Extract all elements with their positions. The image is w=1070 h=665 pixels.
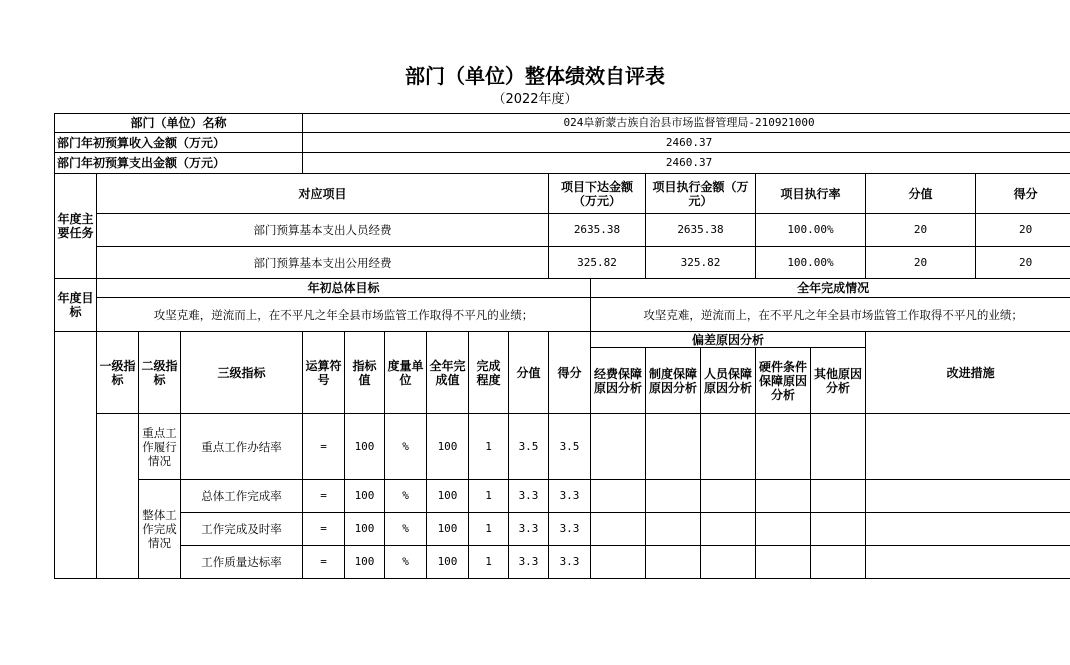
ind-header-level3: 三级指标 <box>181 332 303 414</box>
ind-header-score: 分值 <box>509 332 549 414</box>
task-rate: 100.00% <box>756 214 866 247</box>
ind-dev-system <box>646 480 701 513</box>
goals-completion-header: 全年完成情况 <box>591 279 1070 298</box>
task-score: 20 <box>866 214 976 247</box>
task-executed: 325.82 <box>646 247 756 279</box>
ind-header-unit: 度量单位 <box>385 332 427 414</box>
tasks-header-executed: 项目执行金额（万元） <box>646 174 756 214</box>
ind-degree: 1 <box>469 414 509 480</box>
income-row <box>55 133 1070 153</box>
task-got: 20 <box>976 247 1070 279</box>
ind-operator: = <box>303 513 345 546</box>
ind-dev-staff <box>701 480 756 513</box>
ind-dev-other <box>811 414 866 480</box>
ind-target: 100 <box>345 513 385 546</box>
ind-actual: 100 <box>427 414 469 480</box>
ind-dev-system <box>646 513 701 546</box>
ind-header-improve: 改进措施 <box>866 332 1070 414</box>
task-allocated: 325.82 <box>549 247 646 279</box>
indicator-row <box>55 513 1070 546</box>
ind-header-degree: 完成程度 <box>469 332 509 414</box>
goals-completion-text: 攻坚克难，逆流而上，在不平凡之年全县市场监管工作取得不平凡的业绩； <box>591 298 1070 332</box>
income-value: 2460.37 <box>303 133 1070 153</box>
indicator-row <box>55 480 1070 513</box>
ind-unit: % <box>385 414 427 480</box>
ind-dev-system <box>646 414 701 480</box>
ind-level3: 重点工作办结率 <box>181 414 303 480</box>
goals-initial-header: 年初总体目标 <box>97 279 591 298</box>
ind-actual: 100 <box>427 546 469 579</box>
ind-level3: 总体工作完成率 <box>181 480 303 513</box>
task-row <box>55 214 1070 247</box>
ind-dev-hardware <box>756 414 811 480</box>
ind-header-target: 指标值 <box>345 332 385 414</box>
ind-operator: = <box>303 414 345 480</box>
ind-level2: 整体工作完成情况 <box>139 480 181 579</box>
indicator-row <box>55 546 1070 579</box>
ind-dev-budget <box>591 513 646 546</box>
ind-dev-other <box>811 546 866 579</box>
tasks-header-got: 得分 <box>976 174 1070 214</box>
ind-improve <box>866 546 1070 579</box>
ind-operator: = <box>303 546 345 579</box>
ind-dev-hardware <box>756 546 811 579</box>
tasks-header-score: 分值 <box>866 174 976 214</box>
dept-name-label: 部门（单位）名称 <box>55 114 303 133</box>
ind-dev-hardware <box>756 513 811 546</box>
ind-header-operator: 运算符号 <box>303 332 345 414</box>
ind-dev-other <box>811 480 866 513</box>
ind-improve <box>866 414 1070 480</box>
ind-actual: 100 <box>427 480 469 513</box>
goals-initial-text: 攻坚克难，逆流而上，在不平凡之年全县市场监管工作取得不平凡的业绩； <box>97 298 591 332</box>
page-title: 部门（单位）整体绩效自评表 <box>405 64 665 88</box>
ind-header-actual: 全年完成值 <box>427 332 469 414</box>
task-executed: 2635.38 <box>646 214 756 247</box>
ind-dev-staff <box>701 414 756 480</box>
goals-header-row <box>55 279 1070 298</box>
ind-dev-other <box>811 513 866 546</box>
goals-text-row <box>55 298 1070 332</box>
ind-header-level2: 二级指标 <box>139 332 181 414</box>
task-name: 部门预算基本支出公用经费 <box>97 247 549 279</box>
indicators-blank-cell <box>55 332 97 579</box>
page-subtitle-year: （2022年度） <box>492 92 578 107</box>
ind-dev-budget <box>591 414 646 480</box>
ind-header-level1: 一级指标 <box>97 332 139 414</box>
ind-dev-staff <box>701 513 756 546</box>
dept-name-value: 024阜新蒙古族自治县市场监督管理局-210921000 <box>303 114 1070 133</box>
ind-dev-hardware <box>756 480 811 513</box>
ind-unit: % <box>385 513 427 546</box>
ind-level3: 工作质量达标率 <box>181 546 303 579</box>
task-rate: 100.00% <box>756 247 866 279</box>
dept-name-row <box>55 114 1070 133</box>
tasks-header-rate: 项目执行率 <box>756 174 866 214</box>
task-row <box>55 247 1070 279</box>
ind-unit: % <box>385 480 427 513</box>
ind-header-dev-budget: 经费保障原因分析 <box>591 348 646 414</box>
ind-score: 3.3 <box>509 513 549 546</box>
ind-header-dev-staff: 人员保障原因分析 <box>701 348 756 414</box>
ind-score: 3.3 <box>509 546 549 579</box>
tasks-header-item: 对应项目 <box>97 174 549 214</box>
tasks-section-label: 年度主要任务 <box>55 174 97 279</box>
task-got: 20 <box>976 214 1070 247</box>
ind-actual: 100 <box>427 513 469 546</box>
ind-improve <box>866 480 1070 513</box>
task-name: 部门预算基本支出人员经费 <box>97 214 549 247</box>
ind-header-dev-other: 其他原因分析 <box>811 348 866 414</box>
tasks-header-row <box>55 174 1070 214</box>
ind-dev-budget <box>591 480 646 513</box>
task-allocated: 2635.38 <box>549 214 646 247</box>
ind-score: 3.3 <box>509 480 549 513</box>
ind-target: 100 <box>345 546 385 579</box>
ind-level2: 重点工作履行情况 <box>139 414 181 480</box>
expense-row <box>55 153 1070 174</box>
ind-improve <box>866 513 1070 546</box>
ind-dev-system <box>646 546 701 579</box>
ind-operator: = <box>303 480 345 513</box>
expense-label: 部门年初预算支出金额（万元） <box>55 153 303 174</box>
ind-header-dev-system: 制度保障原因分析 <box>646 348 701 414</box>
ind-target: 100 <box>345 414 385 480</box>
ind-dev-budget <box>591 546 646 579</box>
ind-score: 3.5 <box>509 414 549 480</box>
ind-got: 3.3 <box>549 513 591 546</box>
expense-value: 2460.37 <box>303 153 1070 174</box>
performance-table <box>54 113 1070 579</box>
task-score: 20 <box>866 247 976 279</box>
indicator-row <box>55 414 1070 480</box>
goals-section-label: 年度目标 <box>55 279 97 332</box>
ind-degree: 1 <box>469 513 509 546</box>
ind-level1-cell <box>97 414 139 579</box>
ind-header-dev-hardware: 硬件条件保障原因分析 <box>756 348 811 414</box>
ind-degree: 1 <box>469 546 509 579</box>
ind-header-got: 得分 <box>549 332 591 414</box>
tasks-header-allocated: 项目下达金额（万元） <box>549 174 646 214</box>
ind-header-deviation: 偏差原因分析 <box>591 332 866 348</box>
income-label: 部门年初预算收入金额（万元） <box>55 133 303 153</box>
ind-degree: 1 <box>469 480 509 513</box>
ind-got: 3.3 <box>549 480 591 513</box>
ind-got: 3.5 <box>549 414 591 480</box>
indicators-header-row <box>55 332 1070 348</box>
ind-got: 3.3 <box>549 546 591 579</box>
ind-level3: 工作完成及时率 <box>181 513 303 546</box>
ind-unit: % <box>385 546 427 579</box>
ind-dev-staff <box>701 546 756 579</box>
ind-target: 100 <box>345 480 385 513</box>
